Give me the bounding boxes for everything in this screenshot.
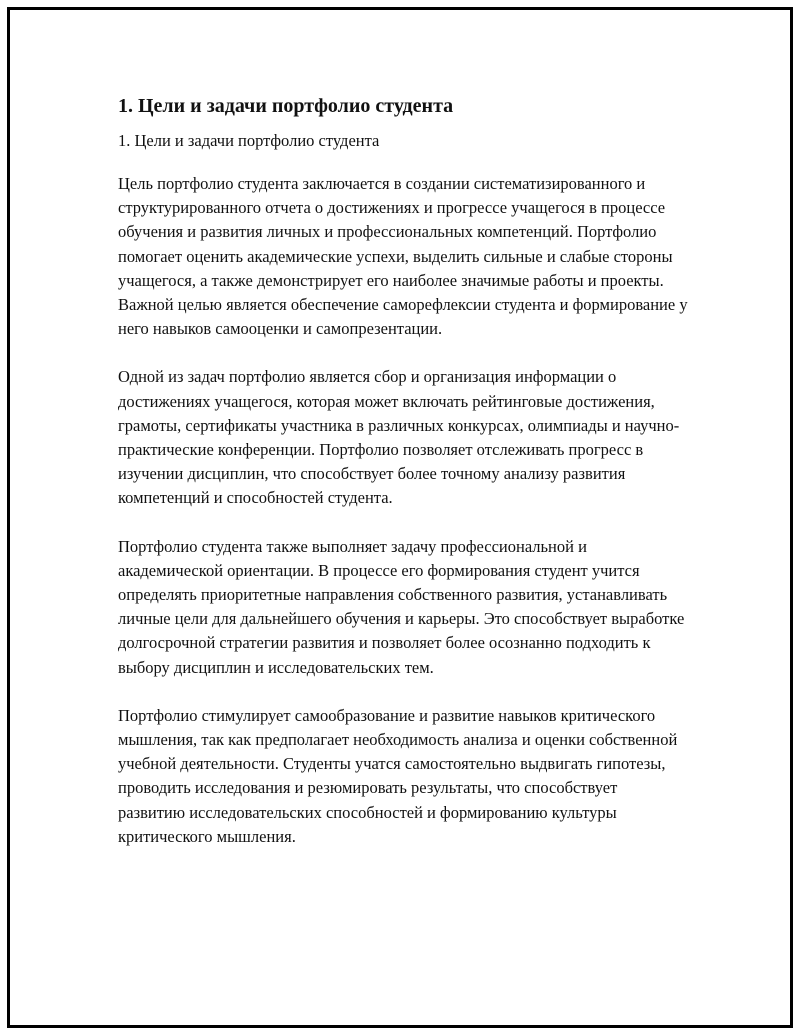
paragraph-critical-thinking: Портфолио стимулирует самообразование и развитие навыков критического мышления, так как предполагает необходимость анализа и оценки собственной учебной деятельности. Студенты учатся самостоятельно выдвигать гипотезы, проводить исследования и резюмировать результаты, что способствует развитию исследовательских способностей и формированию культуры критического мышления. — [118, 705, 678, 846]
paragraph-goals: Цель портфолио студента заключается в создании систематизированного и структурированного отчета о достижениях и прогрессе учащегося в процессе обучения и развития личных и профессиональных компетенций. Портфолио помогает оценить академические успехи, выделить сильные и слабые стороны учащегося, а также демонстрирует его наиболее значимые работы и проекты. Важной целью является обеспечение саморефлексии студента и формирование у него навыков самооценки и самопрезентации. — [118, 174, 688, 339]
paragraph-achievements: Одной из задач портфолио является сбор и организация информации о достижениях учащегося, которая может включать рейтинговые достижения, грамоты, сертификаты участника в различных конкурсах, олимпиады и научно-практические конференции. Портфолио позволяет отслеживать прогресс в изучении дисциплин, что способствует более точному анализу развития компетенций и способностей студента. — [118, 367, 680, 508]
document-body — [118, 93, 688, 873]
document-subtitle: 1. Цели и задачи портфолио студента — [118, 131, 380, 150]
paragraph-orientation: Портфолио студента также выполняет задачу профессиональной и академической ориентации. В процессе его формирования студент учится определять приоритетные направления собственного развития, устанавливать личные цели для дальнейшего обучения и карьеры. Это способствует выработке долгосрочной стратегии развития и позволяет более осознанно подходить к выбору дисциплин и исследовательских тем. — [118, 536, 685, 677]
document-title: 1. Цели и задачи портфолио студента — [118, 95, 454, 117]
